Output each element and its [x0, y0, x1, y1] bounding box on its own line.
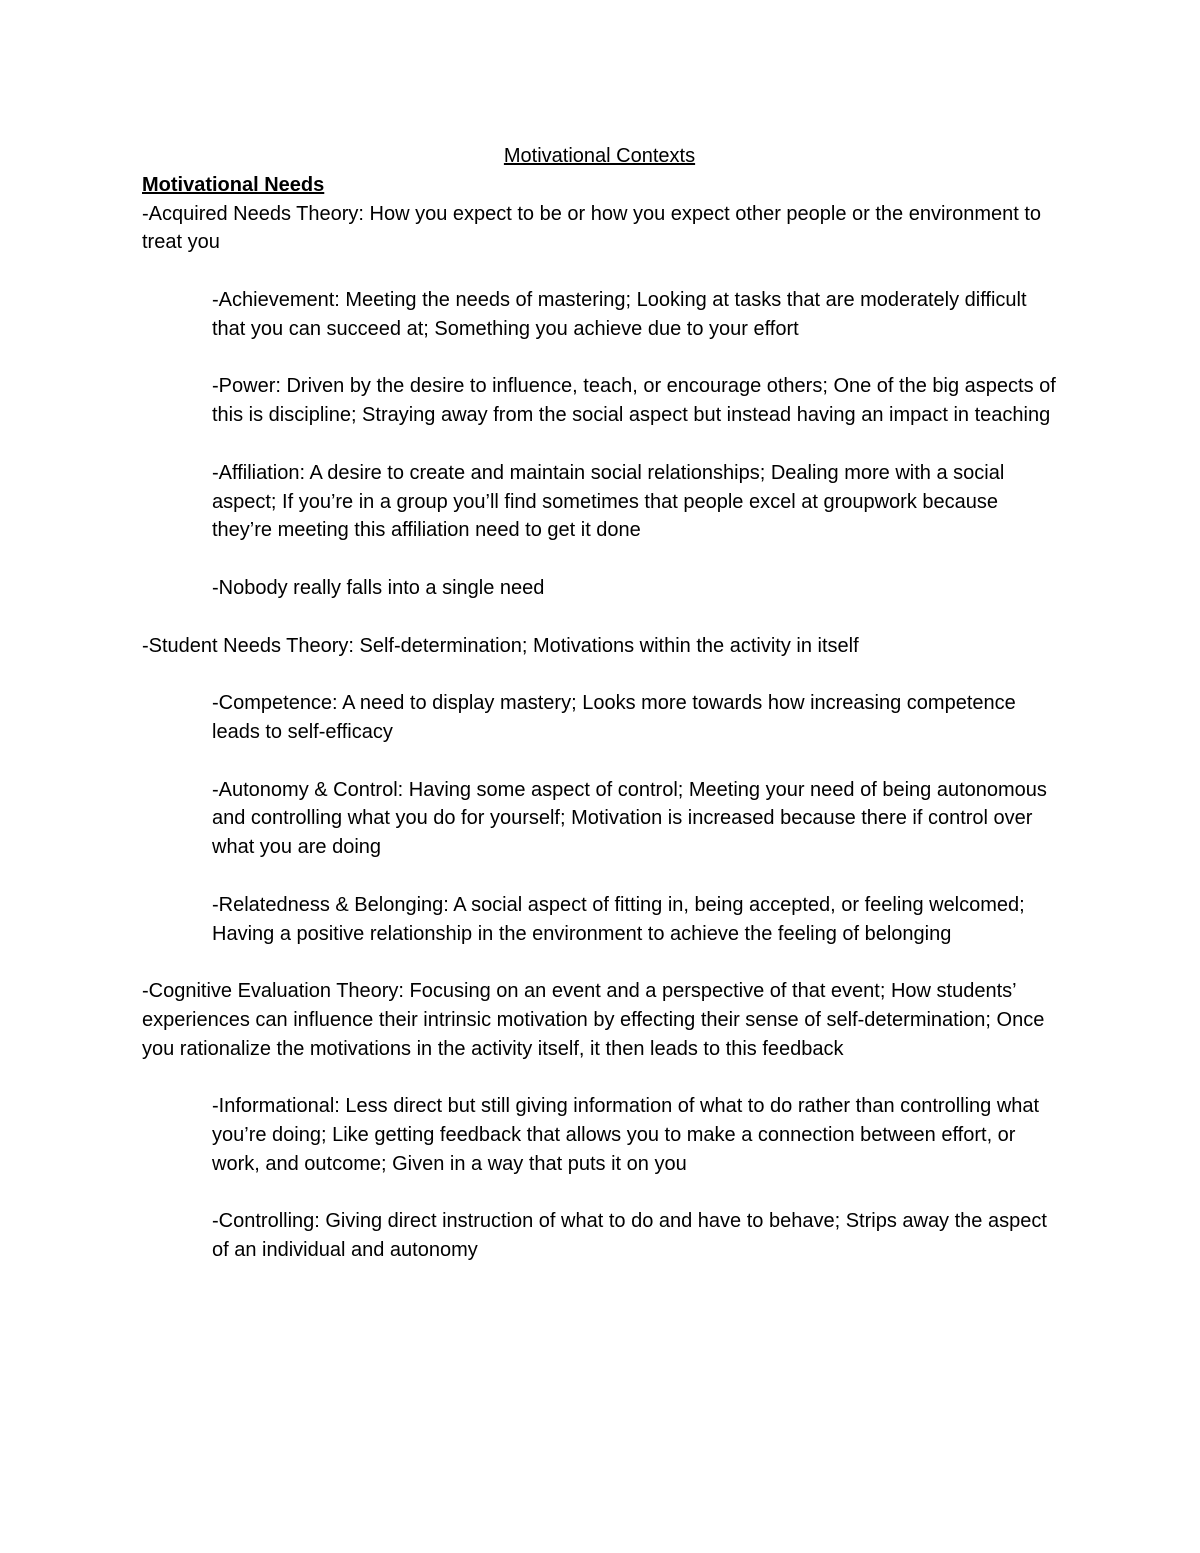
- theory-cognitive-evaluation: -Cognitive Evaluation Theory: Focusing on an event and a perspective of that event; How students’ experiences can influence their intrinsic motivation by effecting their sense of self-determination; Once you rationalize the motivations in the activity itself, it then leads to this feedback: [142, 980, 1045, 1060]
- subitem-controlling: -Controlling: Giving direct instruction of what to do and have to behave; Strips away the aspect of an individual and autonomy: [212, 1210, 1047, 1262]
- theory-student-needs: -Student Needs Theory: Self-determination; Motivations within the activity in itself: [142, 634, 859, 657]
- subitem-affiliation: -Affiliation: A desire to create and maintain social relationships; Dealing more with a social aspect; If you’re in a group you’ll find sometimes that people excel at groupwork because they’re meeting this affiliation need to get it done: [212, 461, 1005, 542]
- document-body: [142, 142, 1057, 1265]
- subitem-power: -Power: Driven by the desire to influence, teach, or encourage others; One of the big aspects of this is discipline; Straying away from the social aspect but instead having an impact in teaching: [212, 375, 1056, 427]
- subitem-achievement: -Achievement: Meeting the needs of mastering; Looking at tasks that are moderately difficult that you can succeed at; Something you achieve due to your effort: [212, 288, 1027, 340]
- subitem-relatedness-belonging: -Relatedness & Belonging: A social aspect of fitting in, being accepted, or feeling welcomed; Having a positive relationship in the environment to achieve the feeling of belonging: [212, 893, 1025, 945]
- document-title: Motivational Contexts: [503, 145, 696, 167]
- subitem-informational: -Informational: Less direct but still giving information of what to do rather than controlling what you’re doing; Like getting feedback that allows you to make a connection between effort, or work, and outcome; Given in a way that puts it on you: [212, 1095, 1040, 1175]
- theory-acquired-needs: -Acquired Needs Theory: How you expect to be or how you expect other people or the environment to treat you: [142, 202, 1042, 254]
- section-heading: Motivational Needs: [142, 173, 325, 196]
- subitem-single-need: -Nobody really falls into a single need: [212, 576, 545, 599]
- subitem-autonomy-control: -Autonomy & Control: Having some aspect of control; Meeting your need of being autonomous and controlling what you do for yourself; Motivation is increased because there if control over what you are doing: [212, 778, 1047, 859]
- subitem-competence: -Competence: A need to display mastery; Looks more towards how increasing competence leads to self-efficacy: [212, 692, 1016, 743]
